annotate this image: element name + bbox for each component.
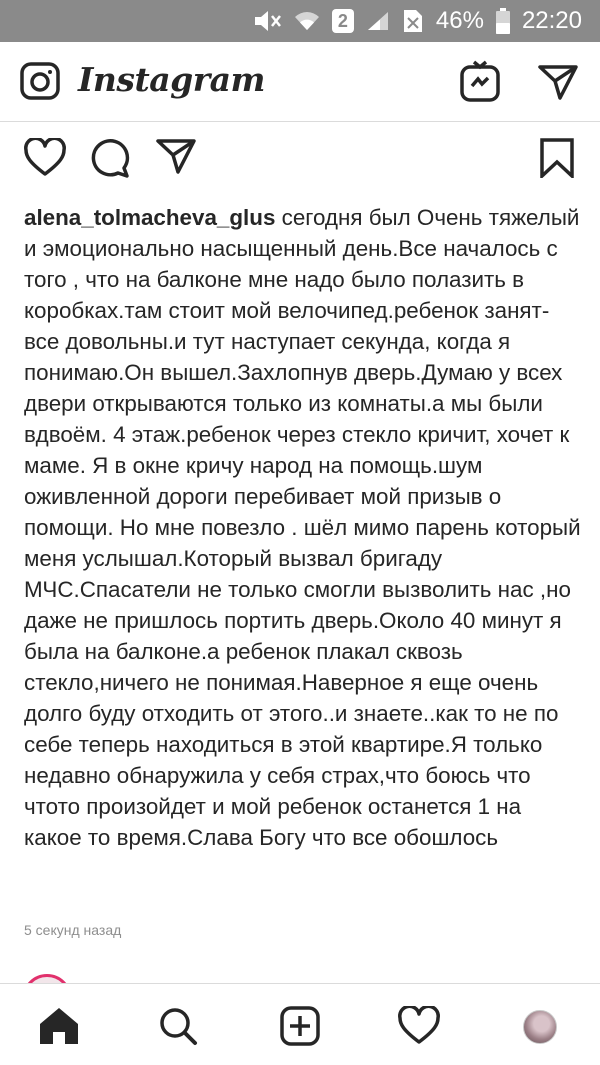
no-sim-icon xyxy=(402,8,424,34)
signal-icon xyxy=(366,10,390,32)
status-bar xyxy=(0,0,600,42)
app-header xyxy=(0,42,600,122)
igtv-icon[interactable] xyxy=(460,60,500,107)
share-icon[interactable] xyxy=(156,138,196,179)
search-icon[interactable] xyxy=(158,1006,198,1051)
activity-heart-icon[interactable] xyxy=(398,1006,440,1051)
home-icon[interactable] xyxy=(38,1006,80,1051)
profile-avatar[interactable] xyxy=(523,1010,557,1044)
post-caption xyxy=(24,202,584,853)
add-post-icon[interactable] xyxy=(280,1006,320,1051)
mute-icon xyxy=(252,9,282,33)
bottom-tab-bar xyxy=(0,983,600,1065)
caption-text: сегодня был Очень тяжелый и эмоционально насыщенный день.Все началось с того , что на балконе мне надо было полазить в коробках.там стоит мой велочипед.ребенок занят-все довольны.и тут наступает секунда, когда я понимаю.Он вышел.Захлопнув дверь.Думаю у всех двери открываются только из комнаты.а мы были вдвоём. 4 этаж.ребенок через стекло кричит, хочет к маме. Я в окне кричу народ на помощь.шум оживленной дороги перебивает мой призыв о помощи. Но мне повезло . шёл мимо парень который меня услышал.Который вызвал бригаду МЧС.Спасатели не только смогли вызволить нас ,но даже не пришлось портить дверь.Около 40 минут я была на балконе.а ребенок плакал сквозь стекло,ничего не понимая.Наверное я еще очень долго буду отходить от этого..и знаете..как то не по себе теперь находиться в этой квартире.Я только недавно обнаружила у себя страх,что боюсь что чтото произойдет и мой ребенок останется 1 на какое то время.Слава Богу что все обошлось xyxy=(24,205,581,850)
post-actions xyxy=(0,138,600,182)
bookmark-icon[interactable] xyxy=(540,138,574,183)
heart-icon[interactable] xyxy=(24,138,66,183)
post-username[interactable]: alena_tolmacheva_glus xyxy=(24,205,276,230)
instagram-logo: Instagram xyxy=(78,60,265,99)
profile-picture xyxy=(523,1010,557,1044)
battery-percent: 46% xyxy=(435,7,484,34)
sim-label: 2 xyxy=(337,10,348,31)
battery-icon xyxy=(496,8,510,34)
clock: 22:20 xyxy=(521,7,582,34)
camera-icon[interactable] xyxy=(20,62,60,105)
post-timestamp: 5 секунд назад xyxy=(24,922,122,938)
comment-icon[interactable] xyxy=(90,138,130,183)
direct-message-icon[interactable] xyxy=(538,64,578,105)
sim-badge xyxy=(332,9,354,33)
wifi-icon xyxy=(294,10,320,32)
